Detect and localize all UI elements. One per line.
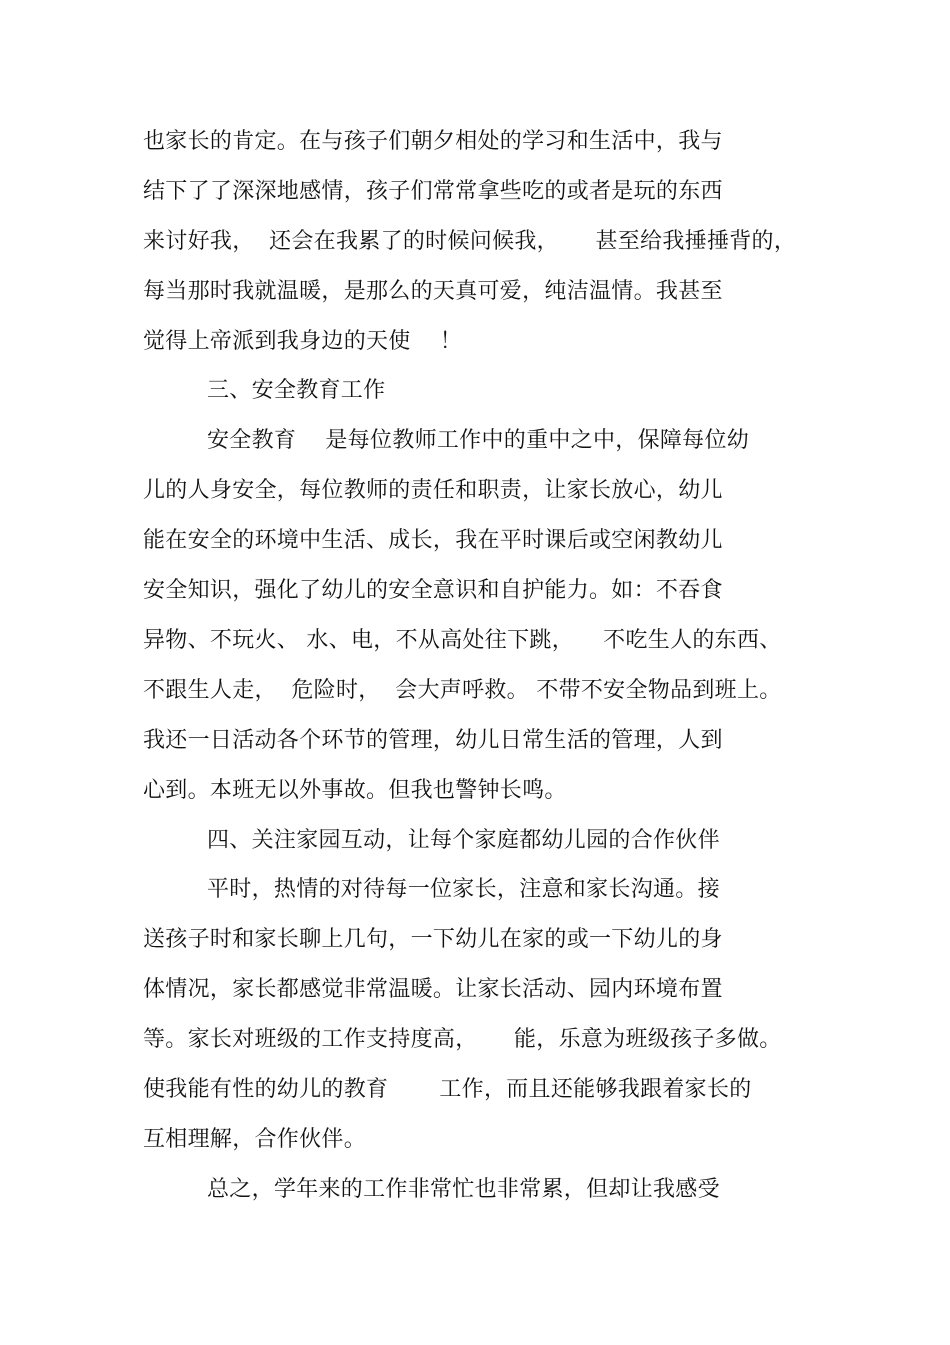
text-line: 也家长的肯定。在与孩子们朝夕相处的学习和生活中，我与 [143, 129, 723, 154]
text-line: 体情况，家长都感觉非常温暖。让家长活动、园内环境布置 [143, 977, 723, 1002]
section-heading: 三、安全教育工作 [207, 378, 386, 403]
text-line: 安全知识，强化了幼儿的安全意识和自护能力。如：不吞食 [143, 578, 723, 603]
text-line: 安全教育 是每位教师工作中的重中之中，保障每位幼 [207, 428, 750, 453]
text-line: 等。家长对班级的工作支持度高， 能，乐意为班级孩子多做。 [143, 1027, 782, 1052]
text-line: 觉得上帝派到我身边的天使 ！ [143, 329, 463, 354]
text-line: 能在安全的环境中生活、成长，我在平时课后或空闲教幼儿 [143, 528, 723, 553]
text-line: 儿的人身安全，每位教师的责任和职责，让家长放心，幼儿 [143, 478, 723, 503]
text-line: 我还一日活动各个环节的管理，幼儿日常生活的管理，人到 [143, 728, 723, 753]
text-line: 异物、不玩火、 水、电，不从高处往下跳， 不吃生人的东西、 [143, 628, 782, 653]
text-line: 不跟生人走， 危险时， 会大声呼救。 不带不安全物品到班上。 [143, 678, 782, 703]
section-heading: 四、关注家园互动，让每个家庭都幼儿园的合作伙伴 [207, 828, 720, 853]
text-line: 心到。本班无以外事故。但我也警钟长鸣。 [143, 778, 567, 803]
text-line: 总之，学年来的工作非常忙也非常累，但却让我感受 [207, 1177, 720, 1202]
text-line: 平时，热情的对待每一位家长，注意和家长沟通。接 [207, 877, 720, 902]
text-line: 送孩子时和家长聊上几句，一下幼儿在家的或一下幼儿的身 [143, 927, 723, 952]
text-line: 使我能有性的幼儿的教育 工作，而且还能够我跟着家长的 [143, 1077, 752, 1102]
text-line: 结下了了深深地感情，孩子们常常拿些吃的或者是玩的东西 [143, 179, 723, 204]
text-line: 来讨好我， 还会在我累了的时候问候我， 甚至给我捶捶背的， [143, 229, 797, 254]
text-line: 互相理解，合作伙伴。 [143, 1127, 367, 1152]
text-line: 每当那时我就温暖，是那么的天真可爱，纯洁温情。我甚至 [143, 279, 723, 304]
